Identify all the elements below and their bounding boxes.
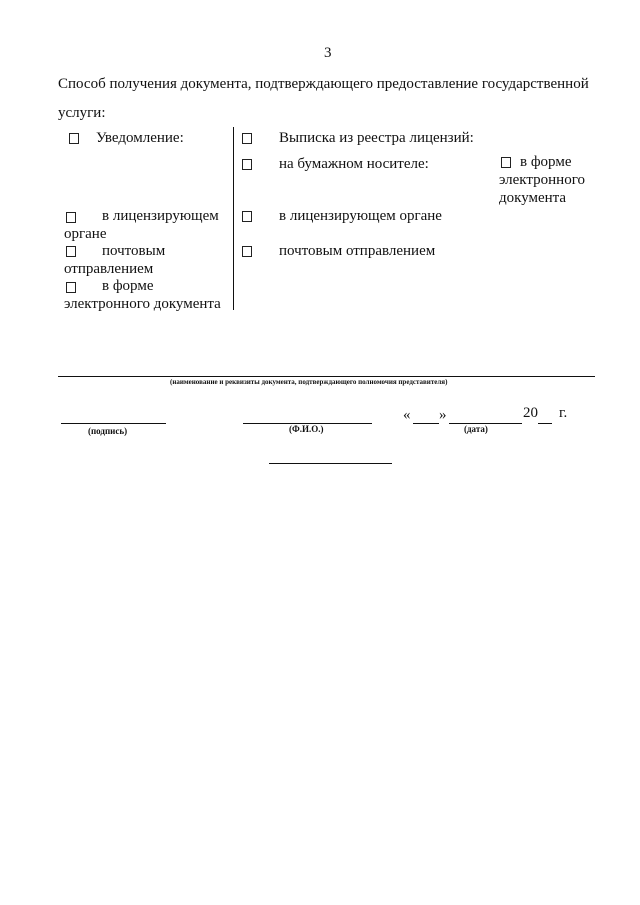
right-postal-label: почтовым отправлением xyxy=(279,243,436,259)
paper-label: на бумажном носителе: xyxy=(279,156,429,172)
right-licensing-body-checkbox[interactable] xyxy=(242,211,252,222)
section-heading-line2: услуги: xyxy=(58,105,106,121)
column-divider xyxy=(233,127,234,310)
right-electronic-checkbox[interactable] xyxy=(501,157,511,168)
bottom-separator-line xyxy=(269,463,392,464)
date-year-suffix: г. xyxy=(559,405,568,421)
right-postal-checkbox[interactable] xyxy=(242,246,252,257)
left-licensing-body-label: в лицензирующем xyxy=(102,208,219,224)
right-licensing-body-label: в лицензирующем органе xyxy=(279,208,442,224)
date-caption: (дата) xyxy=(464,424,488,434)
section-heading-line1: Способ получения документа, подтверждающего предоставление государственной xyxy=(58,76,589,92)
date-year-prefix: 20 xyxy=(523,405,538,421)
page-number: 3 xyxy=(324,45,332,61)
extract-checkbox[interactable] xyxy=(242,133,252,144)
right-electronic-label-cont: электронного xyxy=(499,172,585,188)
date-day-line[interactable] xyxy=(413,423,439,424)
left-licensing-body-label-cont: органе xyxy=(64,226,107,242)
right-electronic-label: в форме xyxy=(520,154,572,170)
signature-caption: (подпись) xyxy=(88,426,128,436)
left-postal-label-cont: отправлением xyxy=(64,261,154,277)
representative-document-caption: (наименование и реквизиты документа, подтверждающего полномочия представителя) xyxy=(170,378,448,386)
paper-checkbox[interactable] xyxy=(242,159,252,170)
full-name-caption: (Ф.И.О.) xyxy=(289,424,324,434)
signature-line[interactable] xyxy=(61,423,166,424)
left-postal-checkbox[interactable] xyxy=(66,246,76,257)
left-electronic-checkbox[interactable] xyxy=(66,282,76,293)
left-electronic-label-cont: электронного документа xyxy=(64,296,221,312)
left-licensing-body-checkbox[interactable] xyxy=(66,212,76,223)
notification-checkbox[interactable] xyxy=(69,133,79,144)
date-year-line[interactable] xyxy=(538,423,552,424)
left-postal-label: почтовым xyxy=(102,243,166,259)
notification-label: Уведомление: xyxy=(96,130,184,146)
date-close-quote: » xyxy=(439,407,447,423)
representative-document-line[interactable] xyxy=(58,376,595,377)
date-open-quote: « xyxy=(403,407,411,423)
left-electronic-label: в форме xyxy=(102,278,154,294)
extract-label: Выписка из реестра лицензий: xyxy=(279,130,474,146)
right-electronic-label-cont2: документа xyxy=(499,190,567,206)
